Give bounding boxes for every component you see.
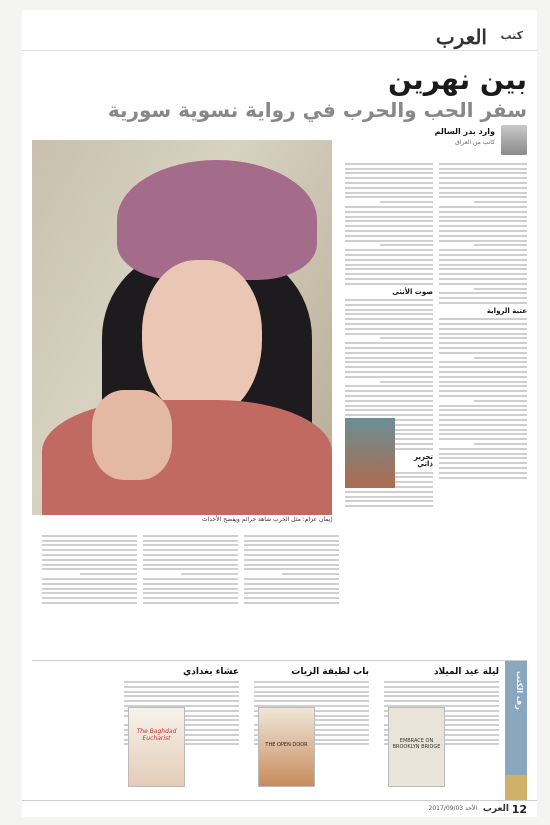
text-line xyxy=(42,568,137,570)
text-line xyxy=(345,196,433,198)
text-line xyxy=(474,244,527,246)
author-byline xyxy=(434,125,527,157)
text-line xyxy=(439,240,527,242)
book-cover-title: The Baghdad Eucharist xyxy=(136,728,177,742)
text-line xyxy=(42,544,137,546)
text-line xyxy=(42,602,137,604)
text-line xyxy=(282,573,339,575)
text-line xyxy=(244,559,339,561)
text-line xyxy=(345,299,433,301)
text-line xyxy=(439,268,527,270)
section-label: كتب xyxy=(500,29,523,42)
text-line xyxy=(384,691,499,693)
book-review-heading: عشاء بغدادي xyxy=(182,667,239,677)
text-line xyxy=(439,254,527,256)
article-column-5 xyxy=(42,532,137,650)
text-line xyxy=(244,564,339,566)
text-line xyxy=(439,333,527,335)
text-line xyxy=(439,163,527,165)
text-line xyxy=(439,225,527,227)
text-line xyxy=(143,602,238,604)
text-line xyxy=(80,573,137,575)
text-line xyxy=(439,206,527,208)
text-line xyxy=(42,588,137,590)
inline-book-cover xyxy=(345,418,395,488)
text-line xyxy=(439,467,527,469)
text-line xyxy=(345,230,433,232)
text-line xyxy=(380,337,433,339)
text-line xyxy=(439,337,527,339)
text-line xyxy=(439,342,527,344)
text-line xyxy=(439,381,527,383)
text-line xyxy=(143,549,238,551)
text-line xyxy=(345,168,433,170)
text-line xyxy=(384,681,499,683)
text-line xyxy=(439,318,527,320)
text-line xyxy=(439,235,527,237)
text-line xyxy=(244,544,339,546)
text-line xyxy=(345,328,433,330)
text-line xyxy=(345,318,433,320)
text-line xyxy=(439,477,527,479)
text-line xyxy=(244,592,339,594)
article-column-3 xyxy=(244,532,339,650)
footer-brand: العرب xyxy=(482,804,509,814)
newspaper-page xyxy=(22,10,537,817)
text-line xyxy=(345,278,433,280)
text-line xyxy=(345,333,433,335)
text-line xyxy=(345,249,433,251)
text-line xyxy=(244,583,339,585)
photo-caption: إيمان عزام: مثل الحرب شاهد جرائم ويفضح الأحداث xyxy=(201,516,332,523)
page-footer xyxy=(22,800,537,817)
text-line xyxy=(254,681,369,683)
text-line xyxy=(439,395,527,397)
text-line xyxy=(439,328,527,330)
text-line xyxy=(124,691,239,693)
text-line xyxy=(439,273,527,275)
text-line xyxy=(345,283,433,285)
books-icon xyxy=(505,775,527,801)
text-line xyxy=(345,240,433,242)
book-cover-title: EMBRACE ON BROOKLYN BRIDGE xyxy=(392,738,441,750)
text-line xyxy=(380,244,433,246)
text-line xyxy=(345,371,433,373)
text-line xyxy=(345,385,433,387)
article-column-2 xyxy=(345,160,433,650)
text-line xyxy=(42,554,137,556)
text-line xyxy=(244,540,339,542)
text-line xyxy=(254,691,369,693)
text-line xyxy=(42,583,137,585)
text-line xyxy=(345,211,433,213)
text-line xyxy=(439,352,527,354)
newspaper-logo: العرب xyxy=(435,25,487,49)
article-title-block xyxy=(108,64,527,122)
text-line xyxy=(143,568,238,570)
text-line xyxy=(345,304,433,306)
text-line xyxy=(345,187,433,189)
text-line xyxy=(244,578,339,580)
text-line xyxy=(439,182,527,184)
text-line xyxy=(439,323,527,325)
text-line xyxy=(42,592,137,594)
text-line xyxy=(244,554,339,556)
text-line xyxy=(124,686,239,688)
subheading-female-voice: صوت الأنثى xyxy=(392,287,433,296)
text-line xyxy=(244,602,339,604)
text-line xyxy=(439,297,527,299)
text-line xyxy=(439,433,527,435)
text-line xyxy=(439,347,527,349)
text-line xyxy=(439,376,527,378)
text-line xyxy=(439,457,527,459)
author-name: وارد بدر السالم xyxy=(434,127,495,136)
text-line xyxy=(439,390,527,392)
text-line xyxy=(345,342,433,344)
text-line xyxy=(345,254,433,256)
text-line xyxy=(439,453,527,455)
subheading-self-liberation: تحرير ذاتي xyxy=(413,452,433,469)
text-line xyxy=(345,395,433,397)
book-review-heading: باب لطيفة الزيات xyxy=(291,667,369,677)
text-line xyxy=(254,700,369,702)
text-line xyxy=(143,554,238,556)
text-line xyxy=(474,443,527,445)
text-line xyxy=(439,366,527,368)
text-line xyxy=(439,361,527,363)
text-line xyxy=(439,292,527,294)
text-line xyxy=(439,472,527,474)
text-line xyxy=(345,259,433,261)
article-title: بين نهرين xyxy=(387,63,527,96)
book-shelf-section xyxy=(32,660,527,801)
text-line xyxy=(439,187,527,189)
text-line xyxy=(439,192,527,194)
text-line xyxy=(254,695,369,697)
book-review-2 xyxy=(254,667,369,795)
page-number: 12 xyxy=(511,803,527,816)
book-cover xyxy=(388,707,445,787)
text-line xyxy=(143,559,238,561)
text-line xyxy=(124,695,239,697)
text-line xyxy=(439,302,527,304)
text-line xyxy=(439,419,527,421)
text-line xyxy=(439,249,527,251)
text-line xyxy=(42,597,137,599)
text-line xyxy=(143,535,238,537)
text-line xyxy=(181,573,238,575)
text-line xyxy=(439,438,527,440)
text-line xyxy=(439,424,527,426)
text-line xyxy=(345,216,433,218)
text-line xyxy=(439,371,527,373)
text-line xyxy=(439,278,527,280)
text-line xyxy=(345,505,433,507)
text-line xyxy=(439,172,527,174)
text-line xyxy=(42,549,137,551)
text-line xyxy=(345,352,433,354)
text-line xyxy=(42,578,137,580)
text-line xyxy=(143,588,238,590)
text-line xyxy=(345,361,433,363)
text-line xyxy=(345,309,433,311)
text-line xyxy=(244,549,339,551)
text-line xyxy=(439,385,527,387)
text-line xyxy=(345,405,433,407)
text-line xyxy=(345,225,433,227)
text-line xyxy=(384,700,499,702)
article-column-1 xyxy=(439,160,527,650)
text-line xyxy=(345,163,433,165)
page-header xyxy=(22,10,537,51)
text-line xyxy=(345,235,433,237)
text-line xyxy=(345,357,433,359)
article-column-4 xyxy=(143,532,238,650)
text-line xyxy=(439,177,527,179)
text-line xyxy=(345,172,433,174)
text-line xyxy=(439,409,527,411)
text-line xyxy=(439,220,527,222)
text-line xyxy=(42,540,137,542)
text-line xyxy=(439,429,527,431)
text-line xyxy=(143,540,238,542)
text-line xyxy=(439,448,527,450)
text-line xyxy=(474,357,527,359)
book-review-heading: ليلة عيد الميلاد xyxy=(433,667,499,677)
text-line xyxy=(345,206,433,208)
text-line xyxy=(42,559,137,561)
text-line xyxy=(345,400,433,402)
text-line xyxy=(345,409,433,411)
text-line xyxy=(345,366,433,368)
text-line xyxy=(439,211,527,213)
text-line xyxy=(439,405,527,407)
text-line xyxy=(384,686,499,688)
text-line xyxy=(345,182,433,184)
text-line xyxy=(244,568,339,570)
author-photo xyxy=(32,140,332,515)
text-line xyxy=(439,414,527,416)
text-line xyxy=(380,201,433,203)
author-avatar xyxy=(501,125,527,155)
article-subtitle: سفر الحب والحرب في رواية نسوية سورية xyxy=(107,98,527,122)
text-line xyxy=(345,192,433,194)
text-line xyxy=(345,264,433,266)
text-line xyxy=(474,288,527,290)
book-shelf-strip xyxy=(505,661,527,801)
author-role: كاتب من العراق xyxy=(455,139,495,146)
text-line xyxy=(474,201,527,203)
text-line xyxy=(345,220,433,222)
text-line xyxy=(143,578,238,580)
book-shelf-label: رف الكتب xyxy=(515,671,524,710)
text-line xyxy=(143,597,238,599)
text-line xyxy=(143,544,238,546)
text-line xyxy=(244,597,339,599)
text-line xyxy=(143,583,238,585)
text-line xyxy=(439,196,527,198)
text-line xyxy=(474,400,527,402)
book-cover-title: THE OPEN DOOR xyxy=(265,742,308,748)
book-review-1 xyxy=(384,667,499,795)
text-line xyxy=(345,268,433,270)
text-line xyxy=(244,535,339,537)
book-review-3 xyxy=(124,667,239,795)
text-line xyxy=(345,313,433,315)
text-line xyxy=(345,376,433,378)
text-line xyxy=(345,323,433,325)
text-line xyxy=(254,686,369,688)
text-line xyxy=(345,414,433,416)
text-line xyxy=(439,168,527,170)
text-line xyxy=(244,588,339,590)
text-line xyxy=(345,390,433,392)
text-line xyxy=(345,496,433,498)
text-line xyxy=(384,695,499,697)
issue-date: الأحد 2017/09/03 xyxy=(428,805,477,812)
text-line xyxy=(345,500,433,502)
text-line xyxy=(42,535,137,537)
book-cover xyxy=(128,707,185,787)
text-line xyxy=(143,564,238,566)
text-line xyxy=(124,681,239,683)
text-line xyxy=(439,230,527,232)
text-line xyxy=(439,264,527,266)
text-line xyxy=(124,700,239,702)
text-line xyxy=(439,259,527,261)
text-line xyxy=(345,177,433,179)
text-line xyxy=(439,462,527,464)
text-line xyxy=(143,592,238,594)
subheading-threshold: عتبة الرواية xyxy=(486,306,527,315)
text-line xyxy=(380,381,433,383)
text-line xyxy=(42,564,137,566)
text-line xyxy=(439,283,527,285)
text-line xyxy=(345,347,433,349)
text-line xyxy=(345,491,433,493)
text-line xyxy=(345,273,433,275)
text-line xyxy=(439,216,527,218)
book-cover xyxy=(258,707,315,787)
